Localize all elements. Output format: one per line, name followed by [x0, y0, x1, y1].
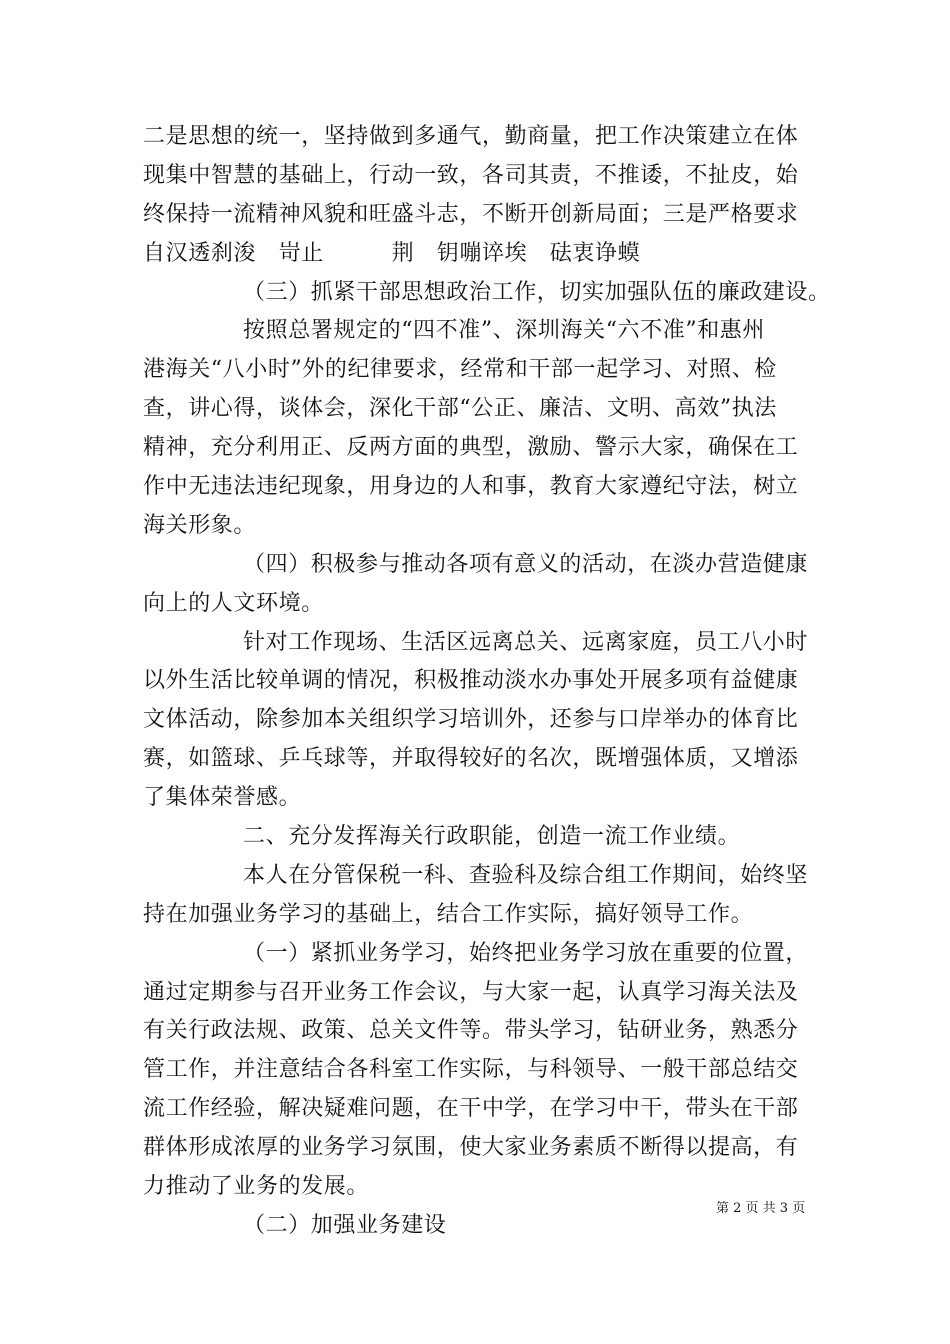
text-line: 向上的人文环境。 — [143, 590, 324, 616]
text-line: 现集中智慧的基础上，行动一致，各司其责，不推诿，不扯皮，始 — [143, 162, 799, 188]
text-line: 管工作，并注意结合各科室工作实际，与科领导、一般干部总结交 — [143, 1057, 799, 1083]
text-line: 二是思想的统一，坚持做到多通气，勤商量，把工作决策建立在体 — [143, 124, 799, 149]
text-line: 海关形象。 — [143, 512, 257, 538]
text-line: 自汉透刹浚 岢止 荆 钥嘣谇埃 砝衷诤蟆 — [143, 240, 641, 266]
document-body — [143, 118, 831, 1246]
text-line: 港海关“八小时”外的纪律要求，经常和干部一起学习、对照、检 — [143, 357, 777, 383]
text-line: 有关行政法规、政策、总关文件等。带头学习，钻研业务，熟悉分 — [143, 1018, 799, 1044]
section-heading-4: （四）积极参与推动各项有意义的活动，在淡办营造健康 — [243, 551, 809, 577]
section-heading-2: 二、充分发挥海关行政职能，创造一流工作业绩。 — [243, 824, 741, 850]
text-line: 查，讲心得，谈体会，深化干部“公正、廉洁、文明、高效”执法 — [143, 396, 777, 422]
text-line: 文体活动，除参加本关组织学习培训外，还参与口岸举办的体育比 — [143, 707, 799, 733]
page-number: 第 2 页 共 3 页 — [716, 1201, 806, 1216]
text-line: 持在加强业务学习的基础上，结合工作实际，搞好领导工作。 — [143, 901, 754, 927]
text-line: 力推动了业务的发展。 — [143, 1174, 370, 1200]
paragraph-start: 针对工作现场、生活区远离总关、远离家庭，员工八小时 — [243, 629, 809, 655]
text-line: 作中无违法违纪现象，用身边的人和事，教育大家遵纪守法，树立 — [143, 474, 799, 500]
text-line: 精神，充分利用正、反两方面的典型，激励、警示大家，确保在工 — [143, 435, 799, 461]
section-heading-3: （三）抓紧干部思想政治工作，切实加强队伍的廉政建设。 — [243, 279, 831, 305]
text-line: 群体形成浓厚的业务学习氛围，使大家业务素质不断得以提高，有 — [143, 1135, 799, 1161]
text-line: 了集体荣誉感。 — [143, 785, 302, 811]
text-line: 终保持一流精神风貌和旺盛斗志，不断开创新局面；三是严格要求 — [143, 201, 799, 227]
text-line: 通过定期参与召开业务工作会议，与大家一起，认真学习海关法及 — [143, 979, 799, 1005]
text-line: 赛，如篮球、乒乓球等，并取得较好的名次，既增强体质，又增添 — [143, 746, 799, 772]
section-heading-1: （一）紧抓业务学习，始终把业务学习放在重要的位置， — [243, 940, 809, 966]
text-line: 流工作经验，解决疑难问题，在干中学，在学习中干，带头在干部 — [143, 1096, 799, 1122]
paragraph-start: 按照总署规定的“四不准”、深圳海关“六不准”和惠州 — [243, 318, 765, 344]
paragraph-start: 本人在分管保税一科、查验科及综合组工作期间，始终坚 — [243, 862, 809, 888]
section-heading-2b: （二）加强业务建设 — [243, 1212, 447, 1238]
text-line: 以外生活比较单调的情况，积极推动淡水办事处开展多项有益健康 — [143, 668, 799, 694]
